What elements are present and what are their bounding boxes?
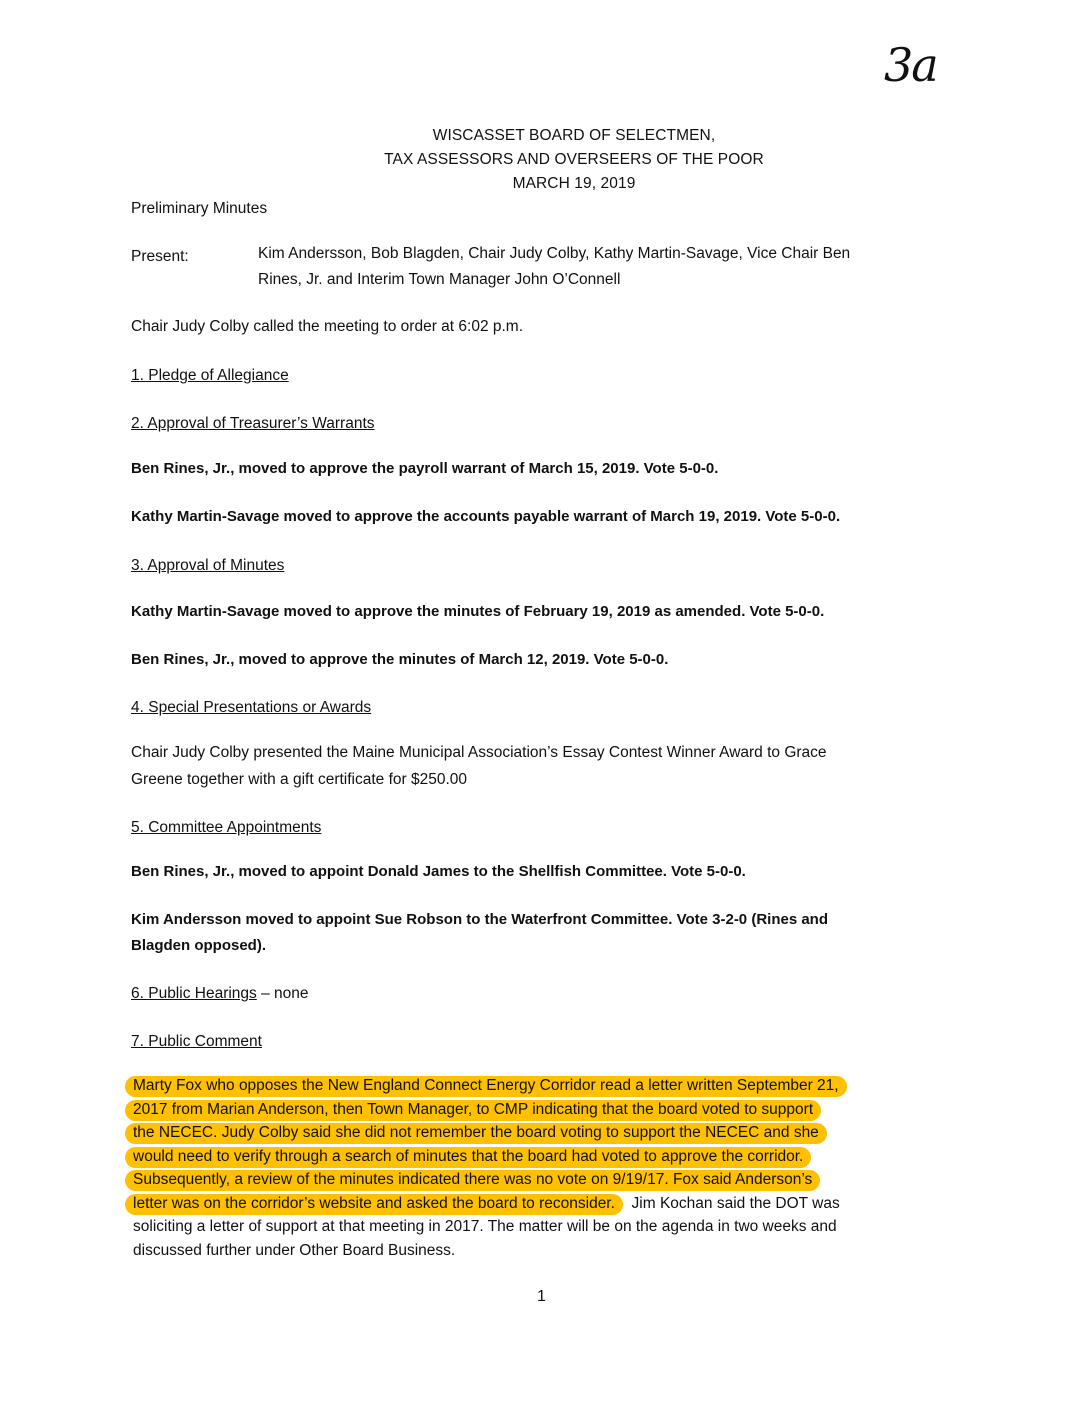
comment-line [133, 1098, 963, 1122]
comment-line: discussed further under Other Board Business. [133, 1241, 456, 1259]
page-number: 1 [537, 1288, 546, 1305]
section-heading-3: 3. Approval of Minutes [131, 557, 285, 574]
motion-payroll-warrant: Ben Rines, Jr., moved to approve the payroll warrant of March 15, 2019. Vote 5-0-0. [131, 460, 719, 477]
section-6 [131, 980, 309, 1008]
comment-line: soliciting a letter of support at that meeting in 2017. The matter will be on the agenda in two weeks and [133, 1218, 837, 1235]
document-subtitle: Preliminary Minutes [131, 200, 268, 217]
comment-line [133, 1168, 963, 1192]
highlight-mark: 2017 from Marian Anderson, then Town Manager, to CMP indicating that the board voted to support [125, 1100, 821, 1121]
section-heading-4: 4. Special Presentations or Awards [131, 699, 372, 716]
section-heading-5: 5. Committee Appointments [131, 819, 322, 836]
motion-accounts-payable: Kathy Martin-Savage moved to approve the accounts payable warrant of March 19, 2019. Vote 5-0-0. [131, 508, 841, 525]
highlight-mark: letter was on the corridor’s website and asked the board to reconsider. [125, 1194, 623, 1215]
present-list [258, 241, 938, 293]
header-line-3: MARCH 19, 2019 [512, 175, 636, 192]
section-6-suffix: – none [256, 985, 309, 1002]
comment-line [133, 1145, 963, 1169]
present-label: Present: [131, 248, 189, 265]
motion-minutes-mar: Ben Rines, Jr., moved to approve the minutes of March 12, 2019. Vote 5-0-0. [131, 651, 669, 668]
highlight-mark: Marty Fox who opposes the New England Connect Energy Corridor read a letter written September 21, [125, 1076, 847, 1097]
motion-minutes-feb: Kathy Martin-Savage moved to approve the minutes of February 19, 2019 as amended. Vote 5-0-0. [131, 603, 825, 620]
comment-unhighlighted: Jim Kochan said the DOT was [622, 1194, 840, 1212]
highlight-mark: Subsequently, a review of the minutes indicated there was no vote on 9/19/17. Fox said Anderson’s [125, 1170, 820, 1191]
comment-line [133, 1121, 963, 1145]
award-line-1: Chair Judy Colby presented the Maine Municipal Association’s Essay Contest Winner Award to Grace [131, 744, 827, 761]
comment-line [133, 1074, 963, 1098]
comment-line [133, 1192, 963, 1216]
section-heading-7: 7. Public Comment [131, 1033, 262, 1050]
motion-shellfish: Ben Rines, Jr., moved to appoint Donald James to the Shellfish Committee. Vote 5-0-0. [131, 863, 746, 880]
present-line-2: Rines, Jr. and Interim Town Manager John O’Connell [258, 271, 621, 288]
header-line-2: TAX ASSESSORS AND OVERSEERS OF THE POOR [384, 151, 764, 168]
section-heading-2: 2. Approval of Treasurer’s Warrants [131, 415, 375, 432]
section-heading-1: 1. Pledge of Allegiance [131, 367, 289, 384]
motion-waterfront-line-2: Blagden opposed). [131, 937, 266, 954]
public-comment-paragraph [133, 1074, 963, 1262]
highlight-mark: would need to verify through a search of minutes that the board had voted to approve the corridor. [125, 1147, 811, 1168]
handwritten-page-mark: 3a [884, 38, 937, 92]
highlight-mark: the NECEC. Judy Colby said she did not remember the board voting to support the NECEC and she [125, 1123, 827, 1144]
present-line-1: Kim Andersson, Bob Blagden, Chair Judy Colby, Kathy Martin-Savage, Vice Chair Ben [258, 245, 851, 262]
call-to-order: Chair Judy Colby called the meeting to order at 6:02 p.m. [131, 318, 524, 335]
motion-waterfront-line-1: Kim Andersson moved to appoint Sue Robson to the Waterfront Committee. Vote 3-2-0 (Rines and [131, 911, 828, 928]
section-heading-6: 6. Public Hearings [131, 985, 257, 1002]
award-line-2: Greene together with a gift certificate for $250.00 [131, 771, 468, 788]
header-line-1: WISCASSET BOARD OF SELECTMEN, [432, 127, 716, 144]
document-header [0, 124, 1088, 196]
